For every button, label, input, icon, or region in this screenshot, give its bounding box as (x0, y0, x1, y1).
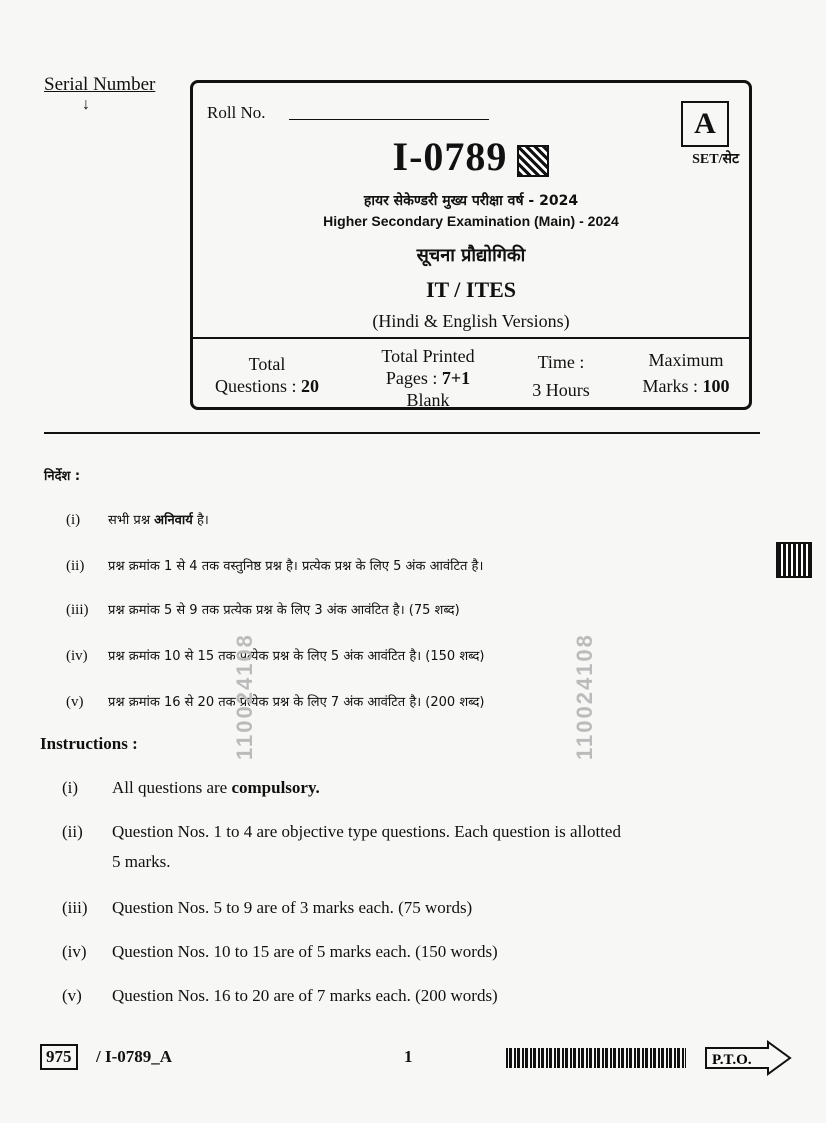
exam-title-english: Higher Secondary Examination (Main) - 2024 (323, 213, 619, 229)
pto-arrow-icon (704, 1040, 794, 1076)
hindi-item-2 (66, 556, 483, 575)
page-number: 1 (404, 1047, 413, 1066)
marks-label2: Marks : (642, 376, 698, 396)
header-divider (193, 337, 749, 339)
hindi-item-text-end: है। (192, 513, 209, 528)
header-box (190, 80, 752, 410)
hindi-item-text: सभी प्रश्न (108, 513, 155, 528)
exam-title-hindi: हायर सेकेण्डरी मुख्य परीक्षा वर्ष - 2024 (363, 193, 579, 209)
english-item-number: (iii) (62, 898, 88, 917)
total-questions-value: 20 (301, 376, 319, 396)
down-arrow-icon: ↓ (82, 96, 90, 113)
hindi-item-number: (v) (66, 694, 84, 710)
footer-code-box: 975 (40, 1044, 78, 1070)
english-item-text: Question Nos. 16 to 20 are of 7 marks each. (200 words) (112, 986, 498, 1005)
hindi-item-5 (66, 692, 484, 711)
english-item-2 (62, 822, 621, 842)
total-pages-label2: Pages : (385, 368, 438, 388)
total-questions-row (207, 375, 327, 397)
total-pages-value: 7+1 (441, 368, 471, 388)
versions-note: (Hindi & English Versions) (372, 311, 570, 331)
english-item-5 (62, 986, 498, 1006)
marks-row (625, 375, 747, 397)
english-item-bold: compulsory. (231, 778, 320, 797)
english-item-2-continued: 5 marks. (112, 852, 171, 871)
hindi-item-number: (i) (66, 512, 81, 528)
time-value: 3 Hours (532, 380, 590, 400)
english-item-number: (i) (62, 778, 79, 797)
hindi-item-1 (66, 510, 209, 529)
hindi-item-text: प्रश्न क्रमांक 5 से 9 तक प्रत्येक प्रश्न के लिए 3 अंक आवंटित है। (75 शब्द) (108, 603, 460, 618)
english-item-text: Question Nos. 1 to 4 are objective type questions. Each question is allotted (112, 822, 621, 841)
paper-code-text: I-0789 (392, 134, 508, 179)
english-item-text: Question Nos. 5 to 9 are of 3 marks each. (75 words) (112, 898, 473, 917)
english-item-4 (62, 942, 498, 962)
qr-code-icon (776, 542, 812, 578)
hindi-item-text: प्रश्न क्रमांक 10 से 15 तक प्रत्येक प्रश्न के लिए 5 अंक आवंटित है। (150 शब्द) (108, 649, 485, 664)
maximum-marks (625, 349, 747, 397)
marks-value: 100 (702, 376, 730, 396)
roll-number-line (289, 119, 489, 120)
paper-code (193, 133, 749, 180)
set-badge: A (681, 101, 729, 147)
hindi-item-number: (iii) (66, 602, 89, 618)
total-questions (207, 353, 327, 397)
english-item-1 (62, 778, 320, 798)
barcode-icon (506, 1048, 686, 1068)
hindi-item-number: (ii) (66, 558, 85, 574)
set-label: SET/सेट (692, 152, 739, 167)
qr-code-icon (517, 145, 549, 177)
hindi-item-4 (66, 646, 484, 665)
total-pages-blank: Blank (406, 390, 450, 410)
hindi-item-text: प्रश्न क्रमांक 16 से 20 तक प्रत्येक प्रश्न के लिए 7 अंक आवंटित है। (200 शब्द) (108, 695, 485, 710)
english-item-text: Question Nos. 10 to 15 are of 5 marks each. (150 words) (112, 942, 498, 961)
total-pages (363, 345, 493, 411)
time-label: Time : (537, 352, 585, 372)
instructions-heading: Instructions : (40, 734, 138, 753)
section-rule (44, 432, 760, 434)
hindi-item-text: प्रश्न क्रमांक 1 से 4 तक वस्तुनिष्ठ प्रश्न है। प्रत्येक प्रश्न के लिए 5 अंक आवंटित है। (108, 559, 484, 574)
total-pages-label: Total Printed (381, 346, 475, 366)
footer-paper-ref: / I-0789_A (96, 1047, 173, 1066)
hindi-item-number: (iv) (66, 648, 88, 664)
hindi-item-3 (66, 600, 460, 619)
total-questions-label2: Questions : (214, 376, 297, 396)
watermark: 110024108 (572, 633, 597, 760)
english-item-text: All questions are (112, 778, 232, 797)
watermark: 110024108 (232, 633, 257, 760)
subject-english: IT / ITES (425, 277, 517, 302)
english-item-3 (62, 898, 472, 918)
total-questions-label: Total (248, 354, 286, 374)
time-allowed (511, 351, 611, 401)
pto-arrow (704, 1040, 794, 1081)
hindi-item-bold: अनिवार्य (154, 513, 193, 528)
english-item-number: (v) (62, 986, 82, 1005)
pto-text: P.T.O. (712, 1052, 752, 1068)
marks-label: Maximum (648, 350, 724, 370)
roll-number-label: Roll No. (207, 103, 266, 122)
english-item-number: (ii) (62, 822, 83, 841)
english-item-number: (iv) (62, 942, 87, 961)
total-pages-row (363, 367, 493, 389)
serial-number-label: Serial Number (44, 74, 156, 95)
subject-hindi: सूचना प्रौद्योगिकी (416, 245, 526, 266)
hindi-heading: निर्देश : (44, 469, 81, 484)
